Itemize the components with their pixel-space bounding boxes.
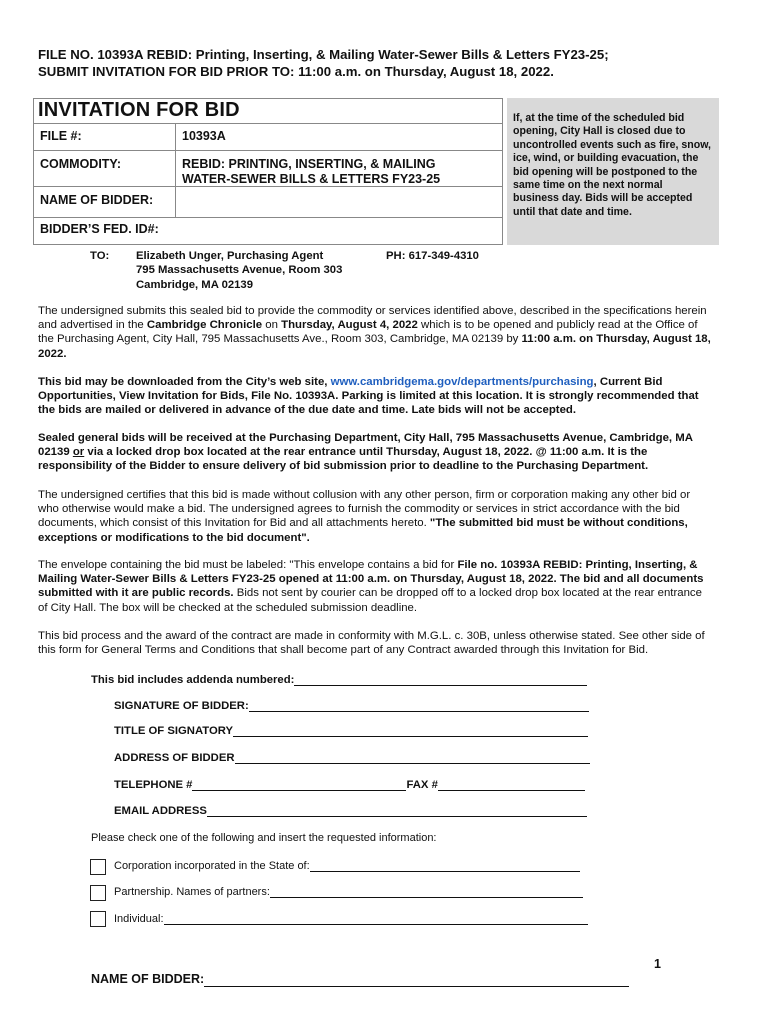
individual-field[interactable] bbox=[164, 913, 588, 925]
footer-bidder-row bbox=[91, 972, 629, 987]
text: The undersigned submits this sealed bid to provide the commodity or services identified above, described in the specifications herein and advertised in the bbox=[38, 305, 707, 332]
footer-bidder-label: NAME OF BIDDER: bbox=[91, 972, 205, 986]
to-line-3: Cambridge, MA 02139 bbox=[136, 278, 253, 291]
email-field[interactable] bbox=[207, 805, 587, 817]
file-value: 10393A bbox=[182, 129, 226, 143]
phone-fax-row bbox=[114, 779, 585, 791]
text: The undersigned certifies that this bid is made without collusion with any other person, firm or corporation making any other bid or who otherwise would make a bid. The undersigned agrees to furnish the commodity or services in strict accordance with the bid documents, which consist of this Invitation for Bid and all attachments hereto. bbox=[38, 489, 691, 530]
individual-checkbox[interactable] bbox=[90, 911, 106, 927]
individual-row bbox=[114, 913, 588, 925]
commodity-line-2: WATER-SEWER BILLS & LETTERS FY23-25 bbox=[182, 172, 441, 186]
text: Bids not sent by courier can be dropped off to a locked drop box located at the rear entrance of City Hall. The box will be checked at the scheduled submission deadline. bbox=[38, 587, 702, 614]
signature-field[interactable] bbox=[249, 700, 589, 712]
bidder-name-field[interactable] bbox=[178, 189, 498, 215]
purchasing-link[interactable]: www.cambridgema.gov/departments/purchasing bbox=[330, 376, 594, 388]
corporation-label: Corporation incorporated in the State of: bbox=[114, 860, 310, 872]
to-label: TO: bbox=[90, 250, 110, 262]
entity-prompt: Please check one of the following and insert the requested information: bbox=[91, 832, 437, 844]
page-number: 1 bbox=[654, 957, 661, 971]
fed-id-label: BIDDER’S FED. ID#: bbox=[40, 222, 159, 236]
commodity-line-1: REBID: PRINTING, INSERTING, & MAILING bbox=[182, 157, 436, 171]
text: Cambridge Chronicle bbox=[146, 319, 263, 332]
divider bbox=[33, 123, 502, 124]
footer-bidder-field[interactable] bbox=[204, 974, 629, 987]
partnership-row bbox=[114, 886, 583, 898]
email-row bbox=[114, 805, 587, 817]
paragraph-envelope bbox=[38, 558, 713, 615]
text: on bbox=[262, 319, 282, 332]
title-label: TITLE OF SIGNATORY bbox=[114, 725, 234, 737]
paragraph-sealed-bids bbox=[38, 431, 713, 474]
fed-id-field[interactable] bbox=[178, 219, 498, 243]
text: via a locked drop box located at the rear entrance until Thursday, August 18, 2022. @ 11:00 a.m. It is the responsibility of the Bidder to ensure delivery of bid submission prior to deadline to the Purchasing Department. bbox=[38, 446, 649, 473]
signature-row bbox=[114, 700, 589, 712]
divider bbox=[33, 150, 502, 151]
file-label: FILE #: bbox=[40, 129, 82, 143]
address-label: ADDRESS OF BIDDER bbox=[114, 752, 235, 764]
telephone-field[interactable] bbox=[192, 779, 406, 791]
text: which is to be opened and publicly read at the Office of the Purchasing Agent, City Hall, 795 Massachusetts Ave., Room 303, Cambridge, MA 02139 by bbox=[38, 319, 698, 346]
addenda-field[interactable] bbox=[294, 674, 587, 686]
fax-field[interactable] bbox=[438, 779, 585, 791]
title-field[interactable] bbox=[233, 725, 588, 737]
divider bbox=[33, 217, 502, 218]
partnership-checkbox[interactable] bbox=[90, 885, 106, 901]
text: This bid may be downloaded from the City’s web site, bbox=[38, 376, 331, 388]
bidder-name-label: NAME OF BIDDER: bbox=[40, 193, 154, 207]
to-line-2: 795 Massachusetts Avenue, Room 303 bbox=[136, 264, 343, 277]
address-row bbox=[114, 752, 590, 764]
addenda-row bbox=[91, 674, 587, 686]
paragraph-process: This bid process and the award of the contract are made in conformity with M.G.L. c. 30B, unless otherwise stated. See other side of this form for General Terms and Conditions that shall become part of any Contract awarded through this Invitation for Bid. bbox=[38, 630, 705, 657]
to-phone: PH: 617-349-4310 bbox=[386, 250, 479, 262]
individual-label: Individual: bbox=[114, 913, 164, 925]
closure-notice: If, at the time of the scheduled bid opening, City Hall is closed due to uncontrolled events such as fire, snow, ice, wind, or building evacuation, the bid opening will be postponed to the same time on the next normal business day. Bids will be accepted until that date and time. bbox=[507, 98, 719, 245]
header-line-1: FILE NO. 10393A REBID: Printing, Inserting, & Mailing Water-Sewer Bills & Letters FY23-25; bbox=[38, 47, 609, 62]
text: Sealed general bids will be received at the Purchasing Department, City Hall, 795 Massachusetts Avenue, Cambridge, MA 02139 bbox=[38, 432, 693, 459]
telephone-label: TELEPHONE # bbox=[114, 779, 193, 791]
form-title: INVITATION FOR BID bbox=[38, 99, 240, 121]
text: 11:00 a.m. on Thursday, August 18, 2022. bbox=[38, 333, 711, 360]
paragraph-intro bbox=[38, 304, 713, 361]
text: Thursday, August 4, 2022 bbox=[281, 319, 418, 332]
text: File no. 10393A REBID: Printing, Inserting, & Mailing Water-Sewer Bills & Letters FY23-25 opened at 11:00 a.m. on Thursday, August 18, 2022. The bid and all documents submitted with it are public records. bbox=[38, 559, 704, 600]
divider bbox=[175, 123, 176, 218]
title-row bbox=[114, 725, 588, 737]
commodity-label: COMMODITY: bbox=[40, 157, 122, 171]
header-line-2: SUBMIT INVITATION FOR BID PRIOR TO: 11:00 a.m. on Thursday, August 18, 2022. bbox=[38, 64, 554, 79]
commodity-value bbox=[182, 157, 440, 187]
addenda-label: This bid includes addenda numbered: bbox=[91, 674, 295, 686]
document-header bbox=[38, 46, 609, 80]
signature-label: SIGNATURE OF BIDDER: bbox=[114, 700, 249, 712]
email-label: EMAIL ADDRESS bbox=[114, 805, 207, 817]
to-address bbox=[136, 249, 342, 292]
text: or bbox=[72, 446, 85, 459]
partnership-label: Partnership. Names of partners: bbox=[114, 886, 270, 898]
text: The envelope containing the bid must be labeled: "This envelope contains a bid for bbox=[38, 559, 458, 571]
address-field[interactable] bbox=[235, 752, 590, 764]
paragraph-download bbox=[38, 375, 713, 418]
fax-label: FAX # bbox=[406, 779, 438, 791]
corporation-state-field[interactable] bbox=[310, 860, 580, 872]
text: "The submitted bid must be without conditions, exceptions or modifications to the bid document". bbox=[38, 517, 688, 544]
to-line-1: Elizabeth Unger, Purchasing Agent bbox=[136, 250, 324, 262]
corporation-checkbox[interactable] bbox=[90, 859, 106, 875]
corporation-row bbox=[114, 860, 580, 872]
partners-field[interactable] bbox=[270, 886, 583, 898]
text: , Current Bid Opportunities, View Invitation for Bids, File No. 10393A. Parking is limited at this location. It is strongly recommended that the bids are mailed or delivered in advance of the due date and time. Late bids will not be accepted. bbox=[38, 376, 699, 417]
paragraph-certification bbox=[38, 488, 713, 545]
